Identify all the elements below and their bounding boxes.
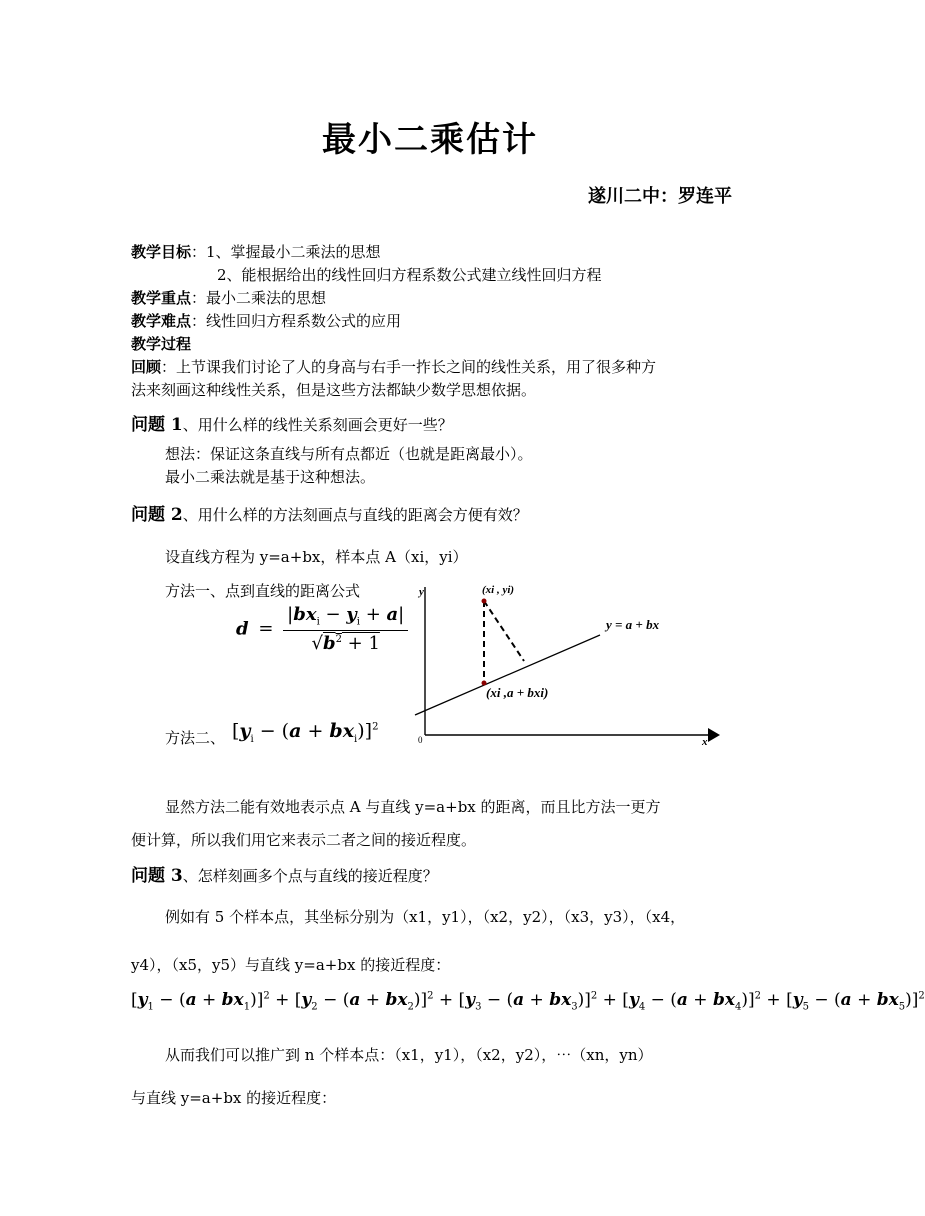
general-line-2: 与直线 y=a+bx 的接近程度： <box>131 1089 337 1107</box>
conclusion-line-1: 显然方法二能有效地表示点 A 与直线 y=a+bx 的距离，而且比方法一更方 <box>165 798 661 816</box>
perpendicular-distance <box>484 601 524 661</box>
distance-formula: d = $\frac{|bx_i - y_i + a|}{√b^2 + 1}$ <box>236 604 408 654</box>
review-line-1 <box>131 356 656 377</box>
difficulty-label: 教学难点 <box>131 312 192 330</box>
fitted-point-label: (xi ,a + bxi) <box>486 685 549 700</box>
origin-label: 0 <box>418 735 423 745</box>
goals-item-2: 2、能根据给出的线性回归方程系数公式建立线性回归方程 <box>217 266 602 284</box>
method-2: 方法二、 <box>165 729 226 747</box>
question-2-text: 、用什么样的方法刻画点与直线的距离会方便有效？ <box>182 506 528 524</box>
review-line-2: 法来刻画这种线性关系，但是这些方法都缺少数学思想依据。 <box>131 381 537 399</box>
review-text-1: ：上节课我们讨论了人的身高与右手一拃长之间的线性关系，用了很多种方 <box>161 358 657 376</box>
author-line: 遂川二中：罗连平 <box>588 186 732 207</box>
page-title: 最小二乘估计 <box>322 120 538 160</box>
general-line-1: 从而我们可以推广到 n 个样本点：（x1，y1），（x2，y2），⋯（xn，yn） <box>165 1046 653 1064</box>
example-line-2: y4），（x5，y5）与直线 y=a+bx 的接近程度： <box>131 956 451 974</box>
example-line-1: 例如有 5 个样本点，其坐标分别为（x1，y1），（x2，y2），（x3，y3），（x4， <box>165 908 686 926</box>
difficulty-text: ：线性回归方程系数公式的应用 <box>191 312 402 330</box>
question-3 <box>131 861 438 886</box>
teaching-goals <box>131 241 381 262</box>
line-equation-label: y = a + bx <box>606 617 660 632</box>
regression-line <box>415 635 600 715</box>
question-2-label: 问题 2 <box>131 505 183 525</box>
sample-point <box>482 599 487 604</box>
idea-line-1: 想法：保证这条直线与所有点都近（也就是距离最小）。 <box>165 445 533 463</box>
x-axis-arrow <box>708 728 720 742</box>
question-2 <box>131 500 528 525</box>
y-axis-label: y <box>419 586 424 598</box>
key-point-label: 教学重点 <box>131 289 192 307</box>
method-1: 方法一、点到直线的距离公式 <box>165 582 361 600</box>
goals-item-1: ：1、掌握最小二乘法的思想 <box>191 243 381 261</box>
question-1 <box>131 410 453 435</box>
key-point-text: ：最小二乘法的思想 <box>191 289 327 307</box>
conclusion-line-2: 便计算，所以我们用它来表示二者之间的接近程度。 <box>131 831 477 849</box>
review-label: 回顾 <box>131 358 162 376</box>
question-1-label: 问题 1 <box>131 415 183 435</box>
question-3-text: 、怎样刻画多个点与直线的接近程度？ <box>182 867 438 885</box>
idea-line-2: 最小二乘法就是基于这种想法。 <box>165 468 376 486</box>
sample-point-label: (xi , yi) <box>482 584 515 596</box>
question-1-text: 、用什么样的线性关系刻画会更好一些？ <box>182 416 453 434</box>
five-point-sum-formula: $[y_1 - (a + bx_1)]^2 + [y_2 - (a + bx_2)]^2 + [y_3 - (a + bx_3)]^2 + [y_4 - (a + bx_4)]^2 + [y_5 - (a + bx_5)]^2$ <box>131 990 925 1013</box>
process-label: 教学过程 <box>131 335 192 353</box>
squared-residual-formula: $[y_i - (a + bx_i)]^2$ <box>232 720 379 745</box>
regression-diagram <box>410 575 720 750</box>
x-axis-label: x <box>702 736 708 748</box>
line-setup: 设直线方程为 y=a+bx，样本点 A（xi，yi） <box>165 548 468 566</box>
difficulty <box>131 310 401 331</box>
key-point <box>131 287 326 308</box>
goals-label: 教学目标 <box>131 243 192 261</box>
question-3-label: 问题 3 <box>131 866 183 886</box>
